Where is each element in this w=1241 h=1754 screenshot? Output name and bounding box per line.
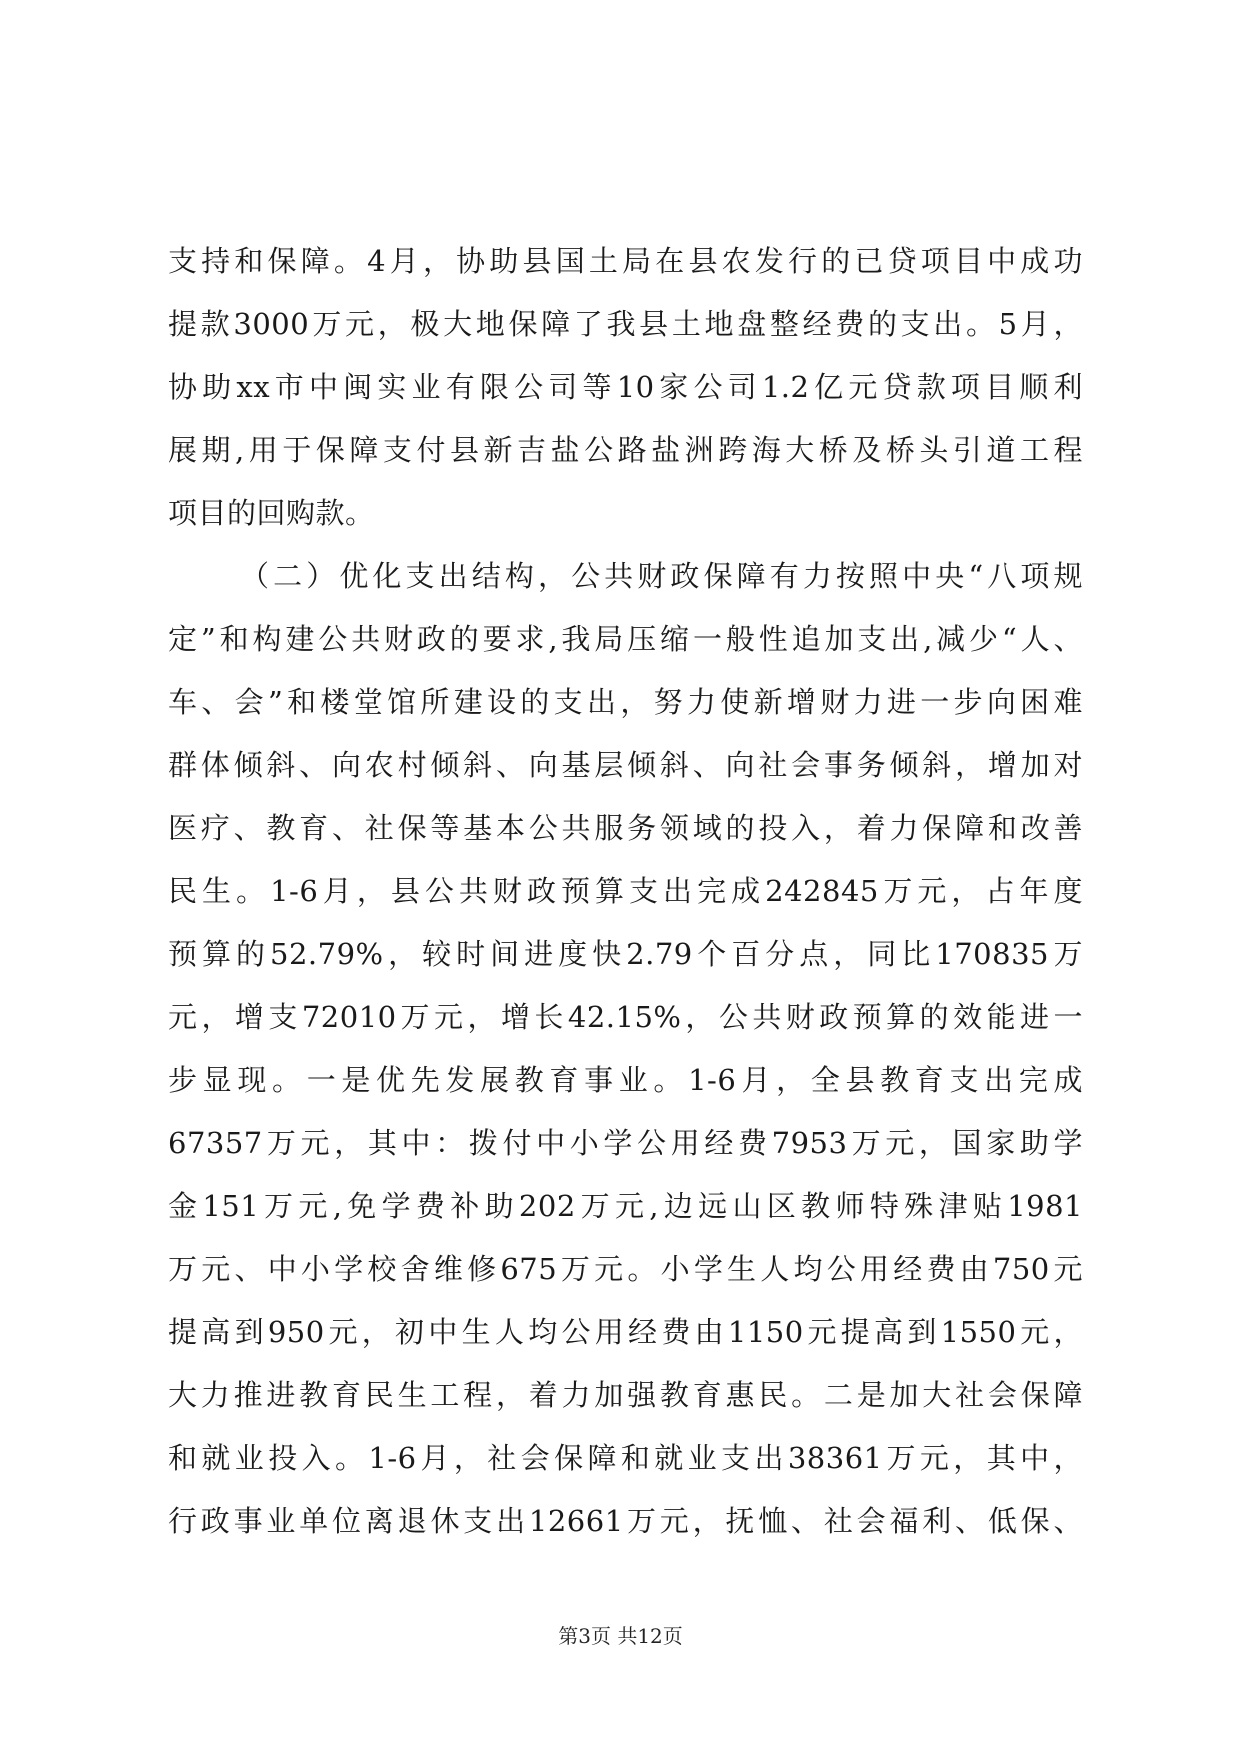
text-line: 支持和保障。4月，协助县国土局在县农发行的已贷项目中成功	[168, 244, 1083, 278]
text-line: 和就业投入。1-6月，社会保障和就业支出38361万元，其中，	[168, 1441, 1083, 1475]
text-line: 协助xx市中闽实业有限公司等10家公司1.2亿元贷款项目顺利	[168, 370, 1083, 404]
page-footer: 第3页 共12页	[558, 1624, 683, 1648]
text-line: 展期,用于保障支付县新吉盐公路盐洲跨海大桥及桥头引道工程	[168, 433, 1083, 467]
text-line: 项目的回购款。	[168, 496, 375, 530]
text-line: 万元、中小学校舍维修675万元。小学生人均公用经费由750元	[168, 1252, 1083, 1286]
text-line: 提款3000万元，极大地保障了我县土地盘整经费的支出。5月，	[168, 307, 1083, 341]
text-line: 67357万元，其中：拨付中小学公用经费7953万元，国家助学	[168, 1126, 1083, 1160]
document-body	[168, 230, 1083, 1553]
text-line: 预算的52.79%，较时间进度快2.79个百分点，同比170835万	[168, 937, 1083, 971]
text-line: （二）优化支出结构，公共财政保障有力按照中央“八项规	[240, 559, 1083, 593]
text-line: 金151万元,免学费补助202万元,边远山区教师特殊津贴1981	[168, 1189, 1083, 1223]
text-line: 步显现。一是优先发展教育事业。1-6月，全县教育支出完成	[168, 1063, 1083, 1097]
text-line: 医疗、教育、社保等基本公共服务领域的投入，着力保障和改善	[168, 811, 1083, 845]
text-line: 行政事业单位离退休支出12661万元，抚恤、社会福利、低保、	[168, 1504, 1083, 1538]
text-line: 元，增支72010万元，增长42.15%，公共财政预算的效能进一	[168, 1000, 1083, 1034]
text-line: 大力推进教育民生工程，着力加强教育惠民。二是加大社会保障	[168, 1378, 1083, 1412]
text-line: 车、会”和楼堂馆所建设的支出，努力使新增财力进一步向困难	[168, 685, 1083, 719]
text-line: 提高到950元，初中生人均公用经费由1150元提高到1550元，	[168, 1315, 1083, 1349]
text-line: 民生。1-6月，县公共财政预算支出完成242845万元，占年度	[168, 874, 1083, 908]
text-line: 定”和构建公共财政的要求,我局压缩一般性追加支出,减少“人、	[168, 622, 1083, 656]
text-line: 群体倾斜、向农村倾斜、向基层倾斜、向社会事务倾斜，增加对	[168, 748, 1083, 782]
